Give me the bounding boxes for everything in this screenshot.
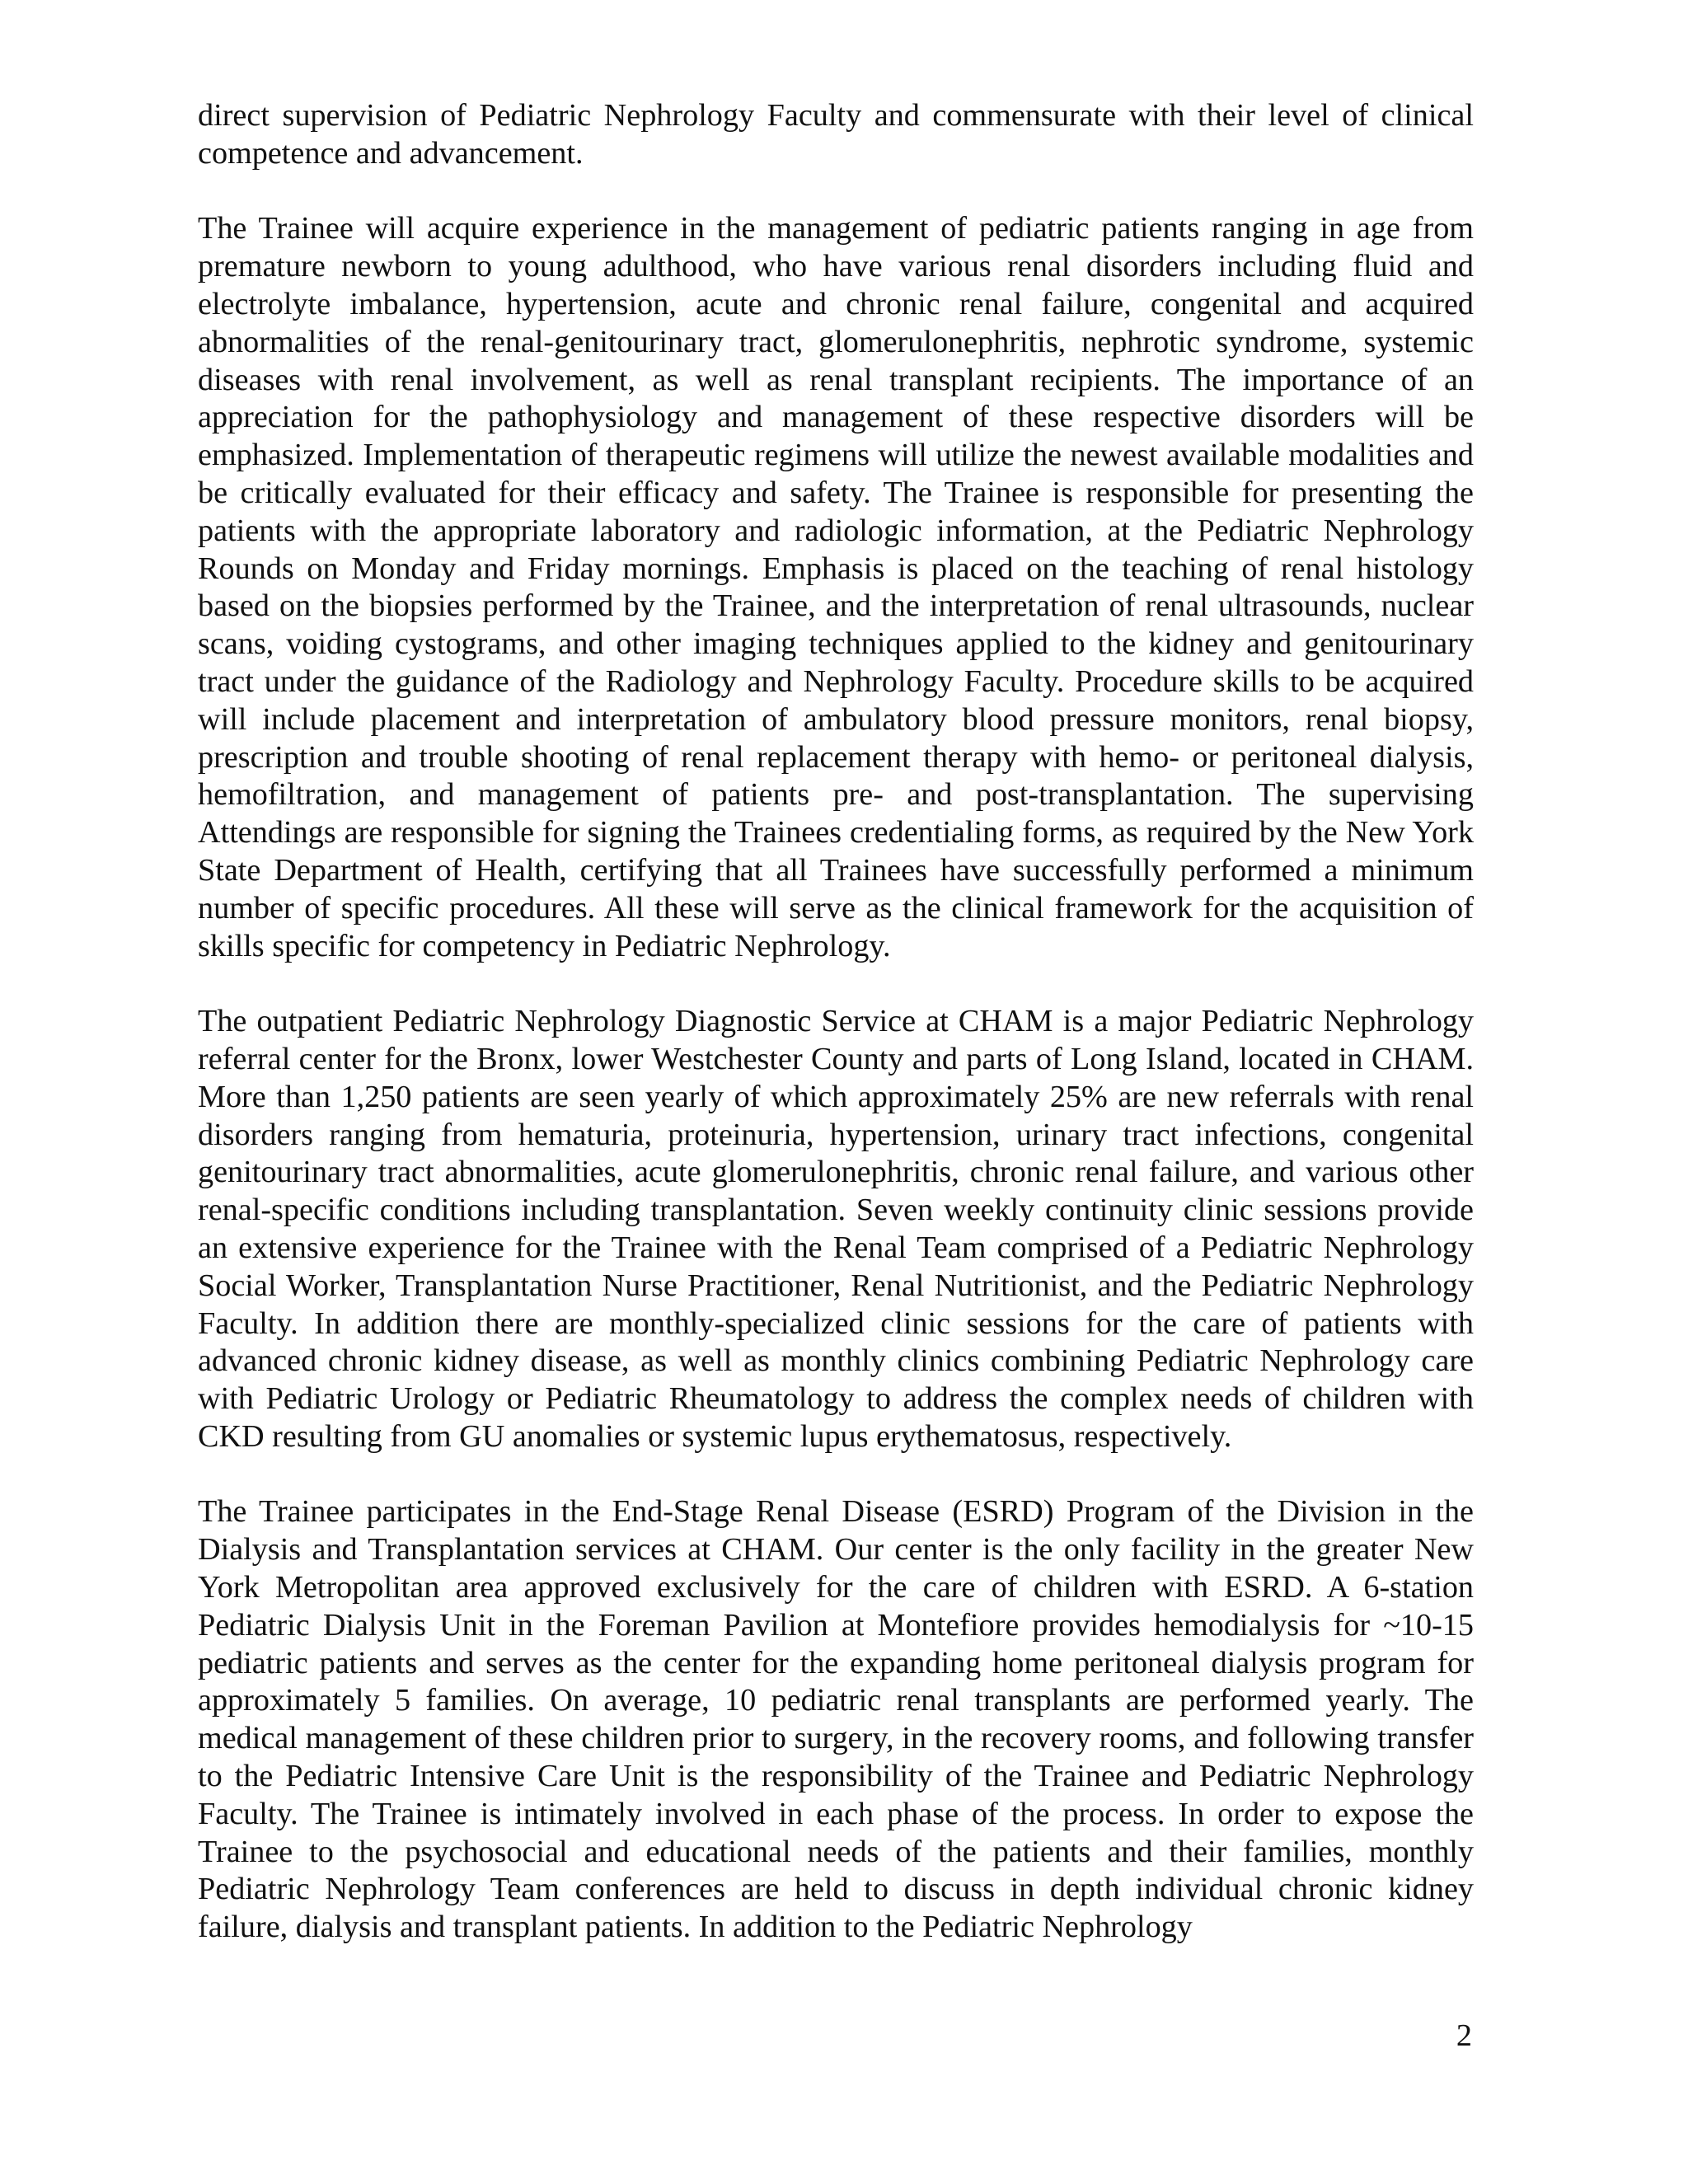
paragraph-trainee-experience: The Trainee will acquire experience in the management of pediatric patients ranging in age from premature newborn to young adulthood, who have various renal disorders including fluid and electrolyte imbalance, hypertension, acute and chronic renal failure, congenital and acquired abnormalities of the renal-genitourinary tract, glomerulonephritis, nephrotic syndrome, systemic diseases with renal involvement, as well as renal transplant recipients. The importance of an appreciation for the pathophysiology and management of these respective disorders will be emphasized. Implementation of therapeutic regimens will utilize the newest available modalities and be critically evaluated for their efficacy and safety. The Trainee is responsible for presenting the patients with the appropriate laboratory and radiologic information, at the Pediatric Nephrology Rounds on Monday and Friday mornings. Emphasis is placed on the teaching of renal histology based on the biopsies performed by the Trainee, and the interpretation of renal ultrasounds, nuclear scans, voiding cystograms, and other imaging techniques applied to the kidney and genitourinary tract under the guidance of the Radiology and Nephrology Faculty. Procedure skills to be acquired will include placement and interpretation of ambulatory blood pressure monitors, renal biopsy, prescription and trouble shooting of renal replacement therapy with hemo- or peritoneal dialysis, hemofiltration, and management of patients pre- and post-transplantation. The supervising Attendings are responsible for signing the Trainees credentialing forms, as required by the New York State Department of Health, certifying that all Trainees have successfully performed a minimum number of specific procedures. All these will serve as the clinical framework for the acquisition of skills specific for competency in Pediatric Nephrology. [198,211,1474,963]
paragraph-outpatient-service: The outpatient Pediatric Nephrology Diagnostic Service at CHAM is a major Pediatric Nephrology referral center for the Bronx, lower Westchester County and parts of Long Island, located in CHAM. More than 1,250 patients are seen yearly of which approximately 25% are new referrals with renal disorders ranging from hematuria, proteinuria, hypertension, urinary tract infections, congenital genitourinary tract abnormalities, acute glomerulonephritis, chronic renal failure, and various other renal-specific conditions including transplantation. Seven weekly continuity clinic sessions provide an extensive experience for the Trainee with the Renal Team comprised of a Pediatric Nephrology Social Worker, Transplantation Nurse Practitioner, Renal Nutritionist, and the Pediatric Nephrology Faculty. In addition there are monthly-specialized clinic sessions for the care of patients with advanced chronic kidney disease, as well as monthly clinics combining Pediatric Nephrology care with Pediatric Urology or Pediatric Rheumatology to address the complex needs of children with CKD resulting from GU anomalies or systemic lupus erythematosus, respectively. [198,1004,1474,1454]
document-body [198,97,1474,1947]
paragraph-supervision-continued: direct supervision of Pediatric Nephrology Faculty and commensurate with their level of clinical competence and advancement. [198,98,1474,171]
page-number: 2 [1456,2018,1472,2053]
paragraph-esrd-program: The Trainee participates in the End-Stage Renal Disease (ESRD) Program of the Division in the Dialysis and Transplantation services at CHAM. Our center is the only facility in the greater New York Metropolitan area approved exclusively for the care of children with ESRD. A 6-station Pediatric Dialysis Unit in the Foreman Pavilion at Montefiore provides hemodialysis for ~10-15 pediatric patients and serves as the center for the expanding home peritoneal dialysis program for approximately 5 families. On average, 10 pediatric renal transplants are performed yearly. The medical management of these children prior to surgery, in the recovery rooms, and following transfer to the Pediatric Intensive Care Unit is the responsibility of the Trainee and Pediatric Nephrology Faculty. The Trainee is intimately involved in each phase of the process. In order to expose the Trainee to the psychosocial and educational needs of the patients and their families, monthly Pediatric Nephrology Team conferences are held to discuss in depth individual chronic kidney failure, dialysis and transplant patients. In addition to the Pediatric Nephrology [198,1494,1474,1945]
